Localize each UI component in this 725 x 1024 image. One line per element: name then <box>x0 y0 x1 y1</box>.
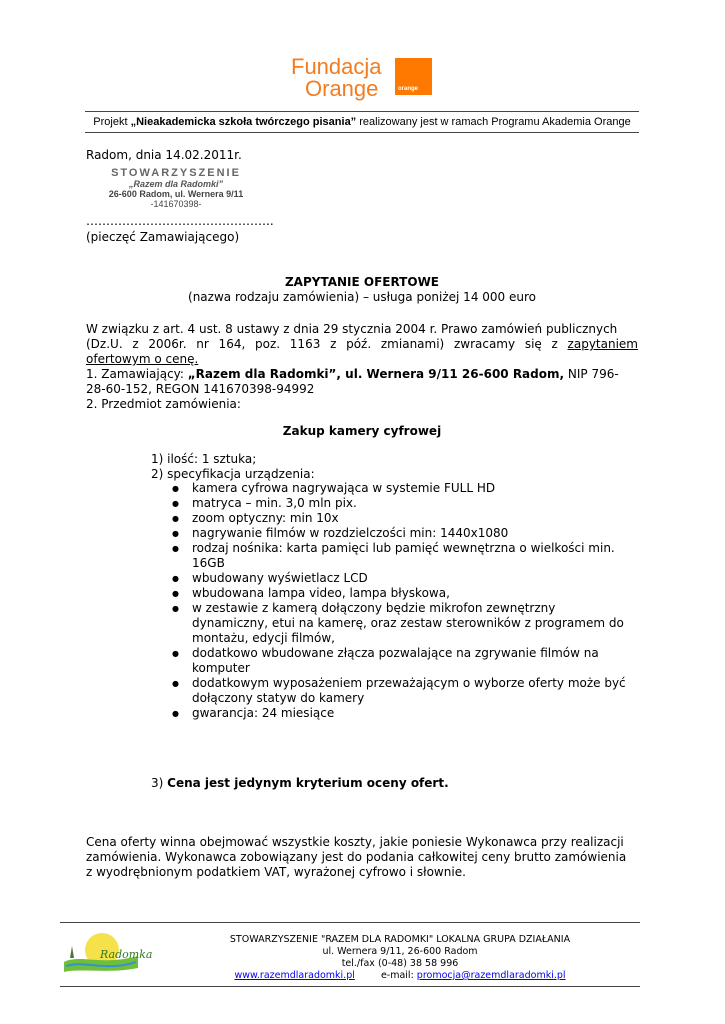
item-1: 1) ilość: 1 sztuka; <box>151 452 257 466</box>
logo-line-2: Orange <box>305 76 379 101</box>
item-3: 3) Cena jest jedynym kryterium oceny ofert. <box>151 776 449 790</box>
spec-item: ● kamera cyfrowa nagrywająca w systemie FULL HD <box>172 481 642 496</box>
logo-line-1: Fundacja <box>291 54 382 79</box>
spec-item: ● rodzaj nośnika: karta pamięci lub pamięć wewnętrzna o wielkości min. 16GB <box>172 541 642 571</box>
spec-item: ● dodatkowym wyposażeniem przeważającym o wyborze oferty może być dołączony statyw do kamery <box>172 676 642 706</box>
organization-stamp <box>96 167 256 209</box>
project-line: Projekt „Nieakademicka szkoła twórczego pisania” realizowany jest w ramach Programu Akademia Orange <box>93 116 631 128</box>
stamp-number: -141670398- <box>150 199 202 209</box>
item-2: 2) specyfikacja urządzenia: <box>151 467 315 481</box>
spec-item: ● zoom optyczny: min 10x <box>172 511 642 526</box>
footer-phone: tel./fax (0-48) 38 58 996 <box>341 958 459 969</box>
intro-line-1: W związku z art. 4 ust. 8 ustawy z dnia 29 stycznia 2004 r. Prawo zamówień publicznych <box>86 322 618 336</box>
intro-line-3: ofertowym o cenę. <box>86 352 199 366</box>
stamp-caption: (pieczęć Zamawiającego) <box>86 230 240 244</box>
footer-divider-top <box>60 922 640 923</box>
point-2: 2. Przedmiot zamówienia: <box>86 397 241 411</box>
spec-item: ● wbudowana lampa video, lampa błyskowa, <box>172 586 642 601</box>
stamp-org: STOWARZYSZENIE <box>111 167 241 179</box>
document-subtitle: (nazwa rodzaju zamówienia) – usługa poniżej 14 000 euro <box>188 290 536 304</box>
spec-item: ● wbudowany wyświetlacz LCD <box>172 571 642 586</box>
header-divider-bottom <box>85 132 639 133</box>
website-link[interactable]: www.razemdlaradomki.pl <box>234 970 355 981</box>
document-title: ZAPYTANIE OFERTOWE <box>284 275 439 289</box>
spec-item: ● dodatkowo wbudowane złącza pozwalające na zgrywanie filmów na komputer <box>172 646 642 676</box>
subject-heading: Zakup kamery cyfrowej <box>282 424 442 438</box>
item-3-text: Cena jest jedynym kryterium oceny ofert. <box>167 776 449 790</box>
price-line-1: Cena oferty winna obejmować wszystkie koszty, jakie poniesie Wykonawca przy realizacji <box>86 835 624 849</box>
email-link[interactable]: promocja@razemdlaradomki.pl <box>416 970 566 981</box>
footer-org: STOWARZYSZENIE "RAZEM DLA RADOMKI" LOKALNA GRUPA DZIAŁANIA <box>229 934 571 945</box>
spec-item: ● gwarancja: 24 miesiące <box>172 706 642 721</box>
specification-list <box>172 481 642 721</box>
orange-logo-box <box>395 58 432 95</box>
orange-logo-text: orange <box>398 86 419 92</box>
intro-line-2: (Dz.U. z 2006r. nr 164, poz. 1163 z póź. zmianami) zwracamy się z zapytaniem <box>86 337 638 351</box>
footer-divider-bottom <box>60 986 640 987</box>
stamp-address: 26-600 Radom, ul. Wernera 9/11 <box>108 189 244 199</box>
radomka-logo-icon <box>60 928 153 976</box>
footer-address: ul. Wernera 9/11, 26-600 Radom <box>322 946 478 957</box>
point-1-line-2: 28-60-152, REGON 141670398-94992 <box>86 382 315 396</box>
price-line-2: zamówienia. Wykonawca zobowiązany jest do podania całkowitej ceny brutto zamówienia <box>86 850 627 864</box>
spec-item: ● nagrywanie filmów w rozdzielczości min: 1440x1080 <box>172 526 642 541</box>
date-line: Radom, dnia 14.02.2011r. <box>86 148 242 162</box>
footer-contacts: www.razemdlaradomki.pl e-mail: promocja@razemdlaradomki.pl <box>234 970 566 981</box>
project-name: „Nieakademicka szkoła twórczego pisania” <box>130 116 357 128</box>
header-divider-top <box>85 111 639 112</box>
spec-item: ● matryca – min. 3,0 mln pix. <box>172 496 642 511</box>
stamp-name: „Razem dla Radomki” <box>128 179 224 189</box>
contracting-party: „Razem dla Radomki”, ul. Wernera 9/11 26-600 Radom, <box>187 367 565 381</box>
signature-dots: ……………………………………….. <box>86 214 274 228</box>
point-1: 1. Zamawiający: „Razem dla Radomki”, ul. Wernera 9/11 26-600 Radom, NIP 796- <box>86 367 619 381</box>
price-line-3: z wyodrębnionym podatkiem VAT, wyrażonej cyfrowo i słownie. <box>86 865 466 879</box>
fundacja-orange-logo <box>291 56 382 100</box>
radomka-logo-text: Radomka <box>100 948 153 961</box>
spec-item: ● w zestawie z kamerą dołączony będzie mikrofon zewnętrzny dynamiczny, etui na kamerę, oraz zestaw sterowników z programem do montażu, edycji filmów, <box>172 601 642 646</box>
